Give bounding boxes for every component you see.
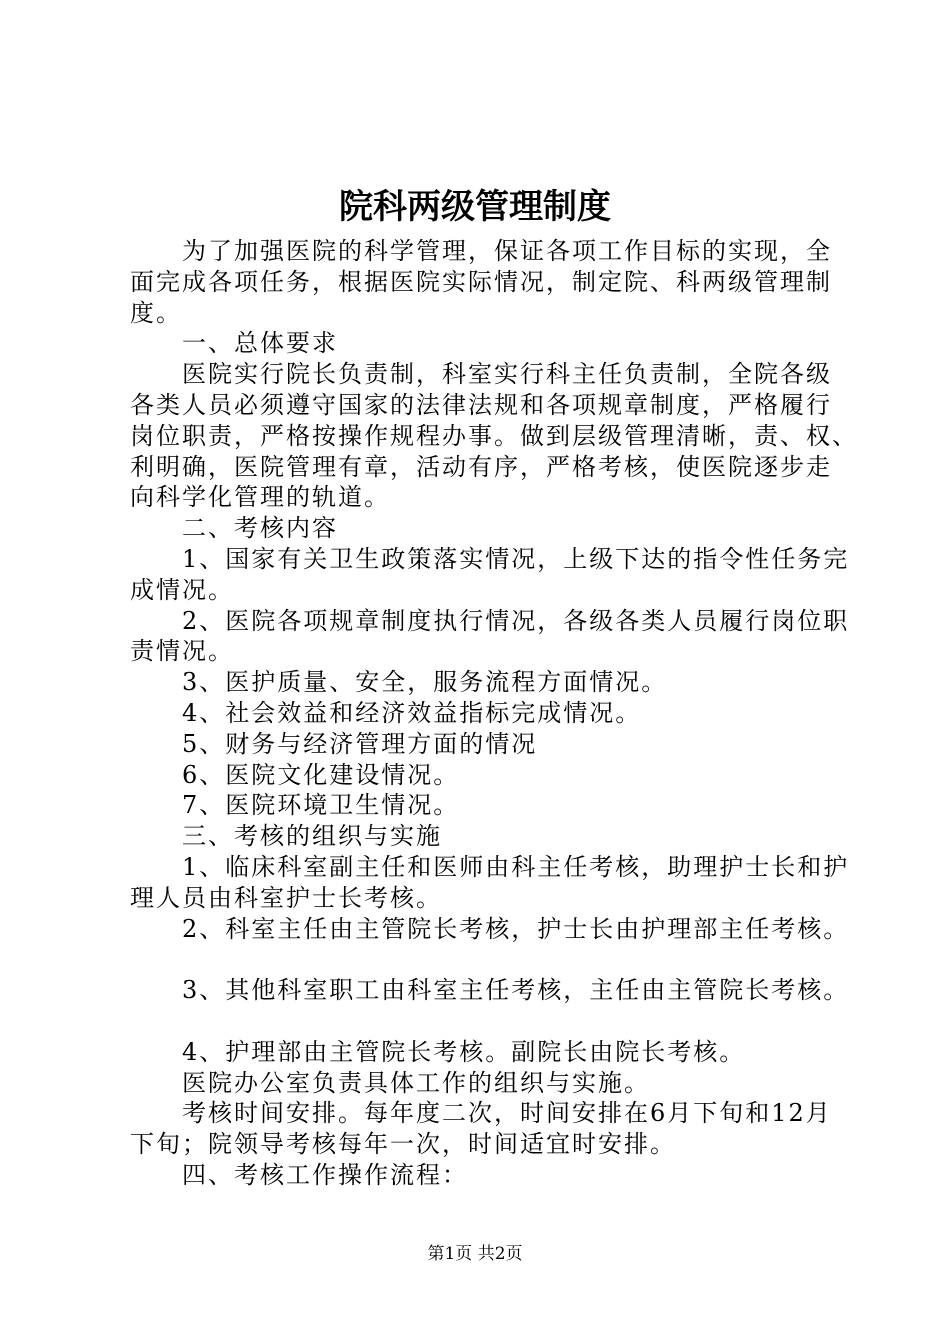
body-line: 成情况。 xyxy=(130,575,234,604)
body-line: 向科学化管理的轨道。 xyxy=(130,483,390,512)
body-line: 度。 xyxy=(130,298,182,327)
body-line: 3、其他科室职工由科室主任考核，主任由主管院长考核。 xyxy=(182,976,850,1005)
page-footer: 第1页 共2页 xyxy=(427,1244,523,1264)
body-line: 下旬；院领导考核每年一次，时间适宜时安排。 xyxy=(130,1130,676,1159)
body-line: 一、总体要求 xyxy=(182,329,338,358)
body-line: 医院办公室负责具体工作的组织与实施。 xyxy=(182,1068,650,1097)
document-body xyxy=(130,236,858,1191)
body-line: 面完成各项任务，根据医院实际情况，制定院、科两级管理制 xyxy=(130,267,832,296)
body-line: 4、护理部由主管院长考核。副院长由院长考核。 xyxy=(182,1037,746,1066)
body-line: 各类人员必须遵守国家的法律法规和各项规章制度，严格履行 xyxy=(130,390,832,419)
blank-line xyxy=(130,944,830,975)
body-line: 利明确，医院管理有章，活动有序，严格考核，使医院逐步走 xyxy=(130,452,832,481)
document-title: 院科两级管理制度 xyxy=(339,187,611,227)
body-line: 7、医院环境卫生情况。 xyxy=(182,791,460,820)
body-line: 考核时间安排。每年度二次，时间安排在6月下旬和12月 xyxy=(182,1099,832,1128)
body-line: 医院实行院长负责制，科室实行科主任负责制，全院各级 xyxy=(182,360,832,389)
body-line: 理人员由科室护士长考核。 xyxy=(130,883,442,912)
body-line: 为了加强医院的科学管理，保证各项工作目标的实现，全 xyxy=(182,237,832,265)
body-line: 岗位职责，严格按操作规程办事。做到层级管理清晰，责、权、 xyxy=(130,421,858,450)
body-line: 3、医护质量、安全，服务流程方面情况。 xyxy=(182,668,668,697)
body-line: 5、财务与经济管理方面的情况 xyxy=(182,729,538,758)
body-line: 三、考核的组织与实施 xyxy=(182,822,442,851)
body-line: 责情况。 xyxy=(130,637,234,666)
blank-line xyxy=(130,1006,830,1037)
body-line: 6、医院文化建设情况。 xyxy=(182,760,460,789)
body-line: 2、医院各项规章制度执行情况，各级各类人员履行岗位职 xyxy=(182,606,850,635)
body-line: 4、社会效益和经济效益指标完成情况。 xyxy=(182,698,642,727)
body-line: 1、国家有关卫生政策落实情况，上级下达的指令性任务完 xyxy=(182,544,850,573)
body-line: 二、考核内容 xyxy=(182,514,338,543)
body-line: 四、考核工作操作流程： xyxy=(182,1160,468,1189)
body-line: 2、科室主任由主管院长考核，护士长由护理部主任考核。 xyxy=(182,914,850,943)
body-line: 1、临床科室副主任和医师由科主任考核，助理护士长和护 xyxy=(182,852,850,881)
